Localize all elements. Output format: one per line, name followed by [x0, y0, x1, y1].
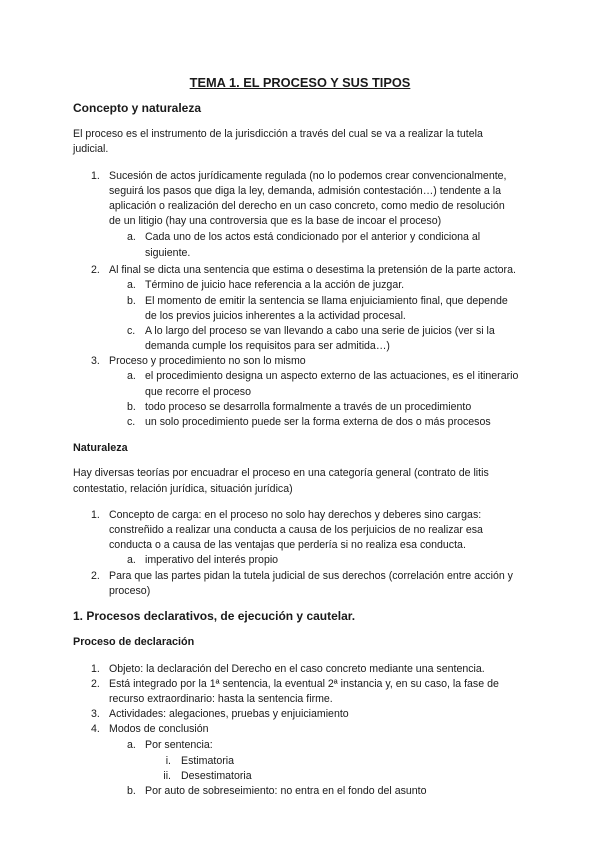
- document-title: TEMA 1. EL PROCESO Y SUS TIPOS: [189, 75, 411, 90]
- list-item-line: aplicación o realización del derecho en un caso concreto, como medio de resolución: [109, 200, 505, 212]
- list-roman: i.: [165, 755, 171, 767]
- list-item-line: recurso extraordinario: hasta la sentencia firme.: [109, 693, 333, 705]
- list-letter: c.: [127, 416, 136, 428]
- section-heading-naturaleza: Naturaleza: [73, 442, 128, 454]
- paragraph-line: judicial.: [73, 143, 109, 155]
- sub-item-line: demanda cumple los requisitos para ser admitida…): [145, 340, 390, 352]
- sub-item-line: imperativo del interés propio: [145, 554, 279, 566]
- list-number: 2.: [91, 678, 100, 690]
- list-item-line: Para que las partes pidan la tutela judicial de sus derechos (correlación entre acción y: [109, 570, 513, 582]
- list-letter: a.: [127, 739, 136, 751]
- list-letter: c.: [127, 325, 136, 337]
- section-heading-procesos: 1. Procesos declarativos, de ejecución y cautelar.: [73, 609, 356, 623]
- subsection-heading-declaracion: Proceso de declaración: [73, 636, 195, 648]
- sub-item-line: Término de juicio hace referencia a la acción de juzgar.: [145, 279, 405, 291]
- list-number: 2.: [91, 264, 100, 276]
- sub-item-line: el procedimiento designa un aspecto externo de las actuaciones, es el itinerario: [145, 370, 519, 382]
- sub-sub-item-line: Estimatoria: [181, 755, 234, 767]
- list-letter: b.: [127, 785, 136, 797]
- list-letter: b.: [127, 401, 136, 413]
- sub-item-line: Por auto de sobreseimiento: no entra en el fondo del asunto: [145, 785, 427, 797]
- sub-item-line: todo proceso se desarrolla formalmente a través de un procedimiento: [145, 401, 472, 413]
- sub-item-line: Cada uno de los actos está condicionado por el anterior y condiciona al: [145, 231, 481, 243]
- list-item-line: Sucesión de actos jurídicamente regulada (no lo podemos crear convencionalmente,: [109, 170, 507, 182]
- list-item-line: Modos de conclusión: [109, 723, 209, 735]
- list-item-line: Está integrado por la 1ª sentencia, la eventual 2ª instancia y, en su caso, la fase de: [109, 678, 499, 690]
- paragraph-line: contestatio, relación jurídica, situación jurídica): [73, 483, 293, 495]
- list-number: 1.: [91, 170, 100, 182]
- sub-item-line: de los previos juicios inherentes a la actividad procesal.: [145, 310, 406, 322]
- list-number: 3.: [91, 708, 100, 720]
- list-item-line: conducta o a causa de las ventajas que perdería si no realiza esa conducta.: [109, 539, 466, 551]
- list-item-line: Concepto de carga: en el proceso no solo hay derechos y deberes sino cargas:: [109, 509, 482, 521]
- sub-item-line: El momento de emitir la sentencia se llama enjuiciamiento final, que depende: [145, 295, 508, 307]
- list-item-line: Al final se dicta una sentencia que estima o desestima la pretensión de la parte actora.: [109, 264, 516, 276]
- list-item-line: seguirá los pasos que diga la ley, demanda, admisión contestación…) tendente a la: [109, 185, 502, 197]
- list-item-line: proceso): [109, 585, 151, 597]
- list-item-line: Actividades: alegaciones, pruebas y enjuiciamiento: [109, 708, 349, 720]
- list-letter: a.: [127, 554, 136, 566]
- paragraph-line: Hay diversas teorías por encuadrar el proceso en una categoría general (contrato de litis: [73, 467, 489, 479]
- list-item-line: de un litigio (hay una controversia que es la base de incoar el proceso): [109, 215, 442, 227]
- list-letter: b.: [127, 295, 136, 307]
- list-number: 3.: [91, 355, 100, 367]
- list-number: 4.: [91, 723, 100, 735]
- sub-sub-item-line: Desestimatoria: [181, 770, 252, 782]
- list-number: 1.: [91, 663, 100, 675]
- sub-item-line: que recorre el proceso: [145, 386, 251, 398]
- sub-item-line: A lo largo del proceso se van llevando a cabo una serie de juicios (ver si la: [145, 325, 495, 337]
- list-letter: a.: [127, 279, 136, 291]
- section-heading-concepto: Concepto y naturaleza: [73, 101, 202, 115]
- list-letter: a.: [127, 231, 136, 243]
- sub-item-line: siguiente.: [145, 247, 191, 259]
- sub-item-line: un solo procedimiento puede ser la forma externa de dos o más procesos: [145, 416, 491, 428]
- list-item-line: Objeto: la declaración del Derecho en el caso concreto mediante una sentencia.: [109, 663, 485, 675]
- list-letter: a.: [127, 370, 136, 382]
- sub-item-line: Por sentencia:: [145, 739, 213, 751]
- list-number: 2.: [91, 570, 100, 582]
- paragraph-line: El proceso es el instrumento de la jurisdicción a través del cual se va a realizar la tutela: [73, 128, 483, 140]
- list-roman: ii.: [163, 770, 171, 782]
- list-item-line: Proceso y procedimiento no son lo mismo: [109, 355, 306, 367]
- list-item-line: constreñido a realizar una conducta a causa de los perjuicios de no realizar esa: [109, 524, 483, 536]
- list-number: 1.: [91, 509, 100, 521]
